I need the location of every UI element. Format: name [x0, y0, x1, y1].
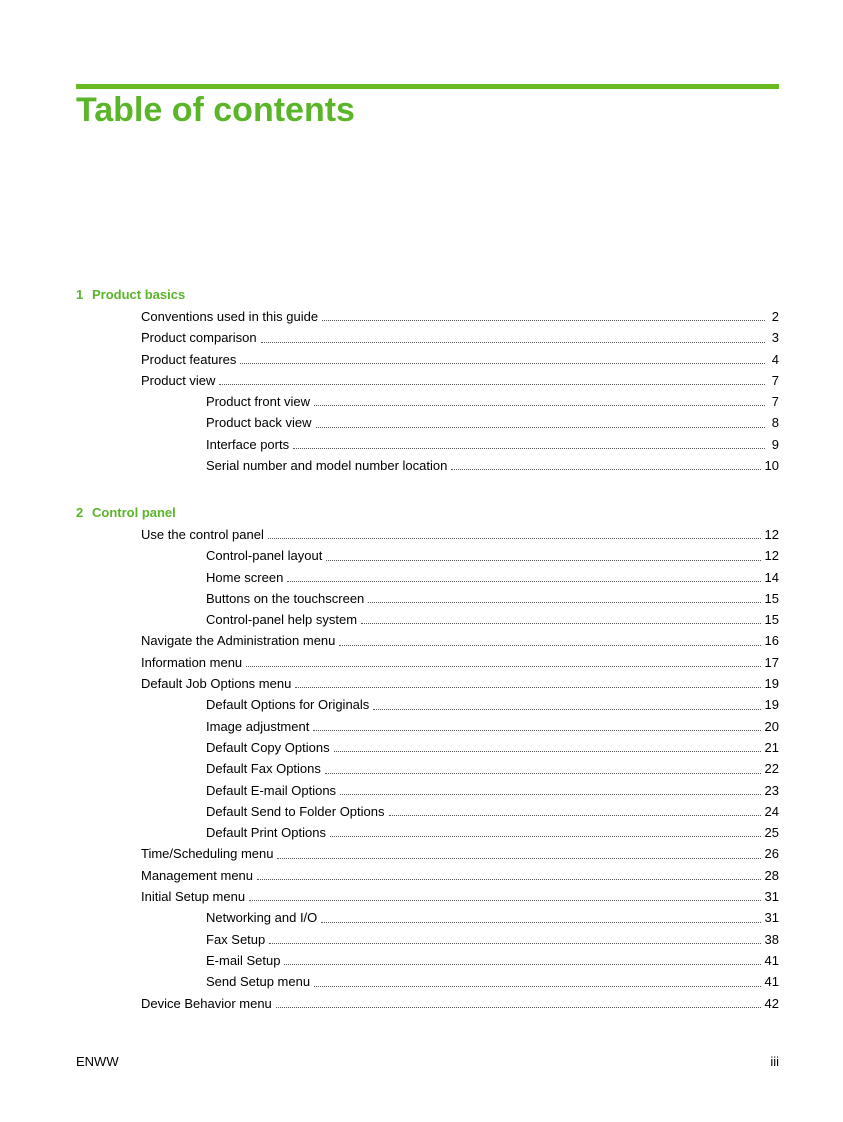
chapter-2 [76, 502, 779, 1014]
toc-entry[interactable] [76, 545, 779, 566]
toc-entry-title: Send Setup menu [206, 974, 311, 990]
toc-entry-title: Default Copy Options [206, 739, 330, 755]
toc-entry-title: Product comparison [141, 330, 257, 346]
dot-leader [277, 857, 760, 859]
toc-entry-title: Fax Setup [206, 931, 266, 947]
toc-entry-title: Device Behavior menu [141, 995, 272, 1011]
chapter-heading[interactable] [76, 502, 779, 524]
toc-page-number: 26 [764, 846, 779, 862]
dot-leader [313, 729, 760, 731]
toc-page-number: 21 [764, 739, 779, 755]
toc-page-number: 31 [764, 910, 779, 926]
toc-page-number: 16 [764, 633, 779, 649]
toc-entry[interactable] [76, 306, 779, 327]
toc-entry-title: Control-panel layout [206, 548, 323, 564]
toc-page-number: 15 [764, 612, 779, 628]
dot-leader [314, 985, 760, 987]
toc-entry-title: Networking and I/O [206, 910, 318, 926]
toc-page-number: 12 [764, 548, 779, 564]
dot-leader [293, 447, 765, 449]
toc-entry[interactable] [76, 349, 779, 370]
toc-page-number: 25 [764, 825, 779, 841]
dot-leader [295, 686, 760, 688]
toc-entry[interactable] [76, 370, 779, 391]
dot-leader [389, 814, 761, 816]
toc-entry[interactable] [76, 694, 779, 715]
toc-entry-title: Interface ports [206, 436, 290, 452]
toc-entry-title: Default E-mail Options [206, 782, 337, 798]
dot-leader [284, 963, 760, 965]
toc-page-number: 15 [764, 590, 779, 606]
toc-entry[interactable] [76, 673, 779, 694]
toc-entry[interactable] [76, 950, 779, 971]
toc-entry[interactable] [76, 843, 779, 864]
footer-left: ENWW [76, 1054, 119, 1069]
chapter-heading[interactable] [76, 284, 779, 306]
dot-leader [322, 319, 765, 321]
toc-page-number: 19 [764, 697, 779, 713]
toc-entry[interactable] [76, 822, 779, 843]
chapter-1 [76, 284, 779, 476]
toc-entry-title: Default Fax Options [206, 761, 321, 777]
toc-page-number: 7 [771, 372, 779, 388]
toc-page-number: 28 [764, 867, 779, 883]
toc-entry[interactable] [76, 865, 779, 886]
toc-entry[interactable] [76, 780, 779, 801]
dot-leader [340, 793, 760, 795]
toc-page-number: 23 [764, 782, 779, 798]
toc-entry[interactable] [76, 609, 779, 630]
toc-entry[interactable] [76, 929, 779, 950]
toc-entry[interactable] [76, 455, 779, 476]
toc-page-number: 24 [764, 803, 779, 819]
dot-leader [339, 644, 760, 646]
dot-leader [246, 665, 760, 667]
dot-leader [261, 341, 765, 343]
toc-entry-title: Product back view [206, 415, 312, 431]
toc-entry[interactable] [76, 886, 779, 907]
toc-page-number: 17 [764, 654, 779, 670]
toc-page-number: 12 [764, 527, 779, 542]
dot-leader [334, 750, 761, 752]
page-footer [76, 1054, 779, 1069]
toc-entry-title: Default Job Options menu [141, 676, 292, 692]
dot-leader [276, 1006, 761, 1008]
dot-leader [325, 772, 761, 774]
chapter-number: 2 [76, 505, 84, 520]
toc-entry[interactable] [76, 391, 779, 412]
toc-entry-title: Navigate the Administration menu [141, 633, 336, 649]
toc-page-number: 20 [764, 718, 779, 734]
toc-entry-title: Product features [141, 351, 237, 367]
toc-entry[interactable] [76, 652, 779, 673]
toc-entry[interactable] [76, 567, 779, 588]
chapter-number: 1 [76, 287, 84, 302]
toc-entry[interactable] [76, 327, 779, 348]
toc-entry[interactable] [76, 434, 779, 455]
dot-leader [287, 580, 760, 582]
toc-page-number: 19 [764, 676, 779, 692]
toc-entry-title: Initial Setup menu [141, 889, 246, 905]
toc-entry-title: Default Send to Folder Options [206, 803, 385, 819]
toc-entry-title: Image adjustment [206, 718, 310, 734]
toc-entry[interactable] [76, 588, 779, 609]
chapter-title: Control panel [92, 505, 176, 520]
dot-leader [219, 383, 765, 385]
dot-leader [373, 708, 760, 710]
toc-page-number: 7 [771, 394, 779, 410]
dot-leader [316, 426, 766, 428]
toc-entry[interactable] [76, 993, 779, 1014]
toc-entry-title: Serial number and model number location [206, 458, 448, 474]
toc-entry-title: Product front view [206, 394, 311, 410]
footer-page-number: iii [770, 1054, 779, 1069]
dot-leader [326, 559, 760, 561]
dot-leader [330, 835, 761, 837]
dot-leader [314, 404, 765, 406]
dot-leader [451, 468, 760, 470]
toc-entry-title: Default Print Options [206, 825, 326, 841]
toc-page-number: 41 [764, 974, 779, 990]
toc-entry-title: Home screen [206, 569, 284, 585]
chapter-title: Product basics [92, 287, 186, 302]
toc-page-number: 41 [764, 952, 779, 968]
toc-entry[interactable] [76, 971, 779, 992]
toc-page-number: 42 [764, 995, 779, 1011]
toc-entry[interactable] [76, 737, 779, 758]
toc-page-number: 38 [764, 931, 779, 947]
toc-entry[interactable] [76, 412, 779, 433]
toc-entry-title: E-mail Setup [206, 952, 281, 968]
dot-leader [368, 601, 760, 603]
toc-entry-title: Buttons on the touchscreen [206, 590, 365, 606]
toc-entry[interactable] [76, 907, 779, 928]
toc-entry-title: Time/Scheduling menu [141, 846, 274, 862]
toc-page-number: 22 [764, 761, 779, 777]
toc-page-number: 31 [764, 889, 779, 905]
toc-page-number: 4 [771, 351, 779, 367]
toc-page-number: 14 [764, 569, 779, 585]
toc-entry-title: Use the control panel [141, 527, 264, 542]
dot-leader [268, 537, 761, 539]
toc-page-number: 10 [764, 458, 779, 474]
toc-entry[interactable] [76, 758, 779, 779]
toc-page-number: 3 [771, 330, 779, 346]
title-rule [76, 84, 779, 89]
toc-entry[interactable] [76, 524, 779, 545]
toc-entry-title: Conventions used in this guide [141, 309, 319, 324]
dot-leader [249, 899, 760, 901]
dot-leader [240, 362, 765, 364]
toc-entry[interactable] [76, 630, 779, 651]
toc-entry[interactable] [76, 716, 779, 737]
toc-entry-title: Management menu [141, 867, 254, 883]
toc-page-number: 8 [771, 415, 779, 431]
toc-entry-title: Product view [141, 372, 216, 388]
toc-entry[interactable] [76, 801, 779, 822]
toc-page-number: 2 [771, 309, 779, 324]
page-title: Table of contents [76, 91, 355, 129]
toc-page-number: 9 [771, 436, 779, 452]
dot-leader [269, 942, 760, 944]
dot-leader [361, 622, 761, 624]
dot-leader [321, 921, 760, 923]
toc-entry-title: Information menu [141, 654, 243, 670]
toc-entry-title: Control-panel help system [206, 612, 358, 628]
dot-leader [257, 878, 761, 880]
toc-entry-title: Default Options for Originals [206, 697, 370, 713]
